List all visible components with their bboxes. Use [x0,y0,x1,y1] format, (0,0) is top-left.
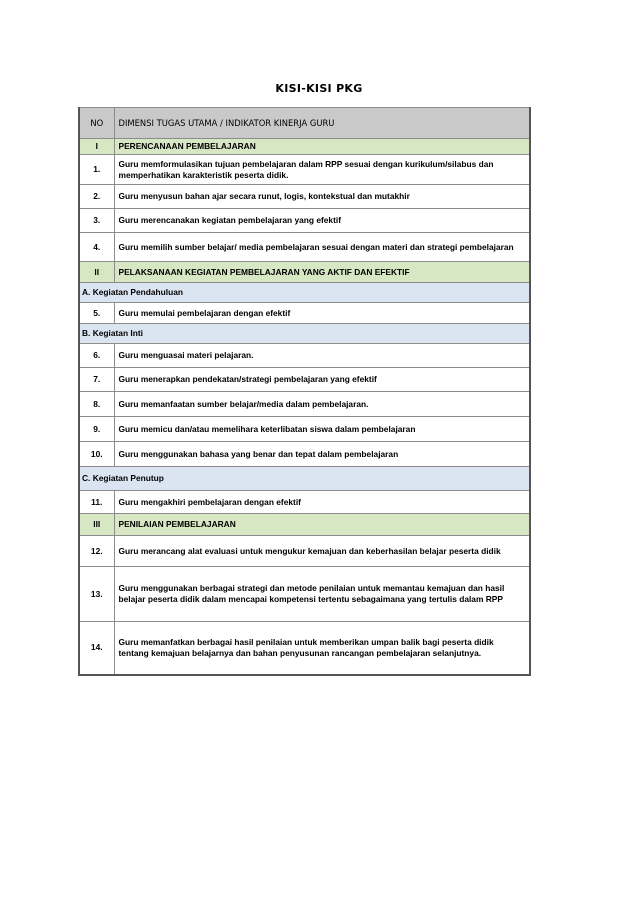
item-no: 12. [79,536,114,567]
section-no: III [79,514,114,536]
table-row [79,344,530,368]
section-row [79,514,530,536]
table-row [79,155,530,185]
item-text: Guru menyusun bahan ajar secara runut, logis, kontekstual dan mutakhir [114,185,530,209]
item-no: 1. [79,155,114,185]
item-no: 3. [79,209,114,233]
section-label: PERENCANAAN PEMBELAJARAN [114,139,530,155]
item-no: 14. [79,622,114,675]
item-text: Guru memanfaatan sumber belajar/media dalam pembelajaran. [114,392,530,417]
item-no: 9. [79,417,114,442]
subsection-label: A. Kegiatan Pendahuluan [79,283,530,303]
item-no: 7. [79,368,114,392]
item-text: Guru mengakhiri pembelajaran dengan efektif [114,491,530,514]
item-no: 10. [79,442,114,467]
item-text: Guru memanfatkan berbagai hasil penilaian untuk memberikan umpan balik bagi peserta didik tentang kemajuan belajarnya dan bahan penyusunan rancangan pembelajaran selanjutnya. [114,622,530,675]
item-text: Guru menerapkan pendekatan/strategi pembelajaran yang efektif [114,368,530,392]
item-text: Guru merencanakan kegiatan pembelajaran yang efektif [114,209,530,233]
table-row [79,622,530,675]
item-no: 6. [79,344,114,368]
kisi-table [78,107,531,676]
section-label: PELAKSANAAN KEGIATAN PEMBELAJARAN YANG AKTIF DAN EFEKTIF [114,262,530,283]
item-text: Guru memilih sumber belajar/ media pembelajaran sesuai dengan materi dan strategi pembelajaran [114,233,530,262]
section-row [79,139,530,155]
table-row [79,491,530,514]
item-no: 11. [79,491,114,514]
table-row [79,442,530,467]
item-no: 4. [79,233,114,262]
item-text: Guru menggunakan berbagai strategi dan metode penilaian untuk memantau kemajuan dan hasil belajar peserta didik dalam mencapai kompetensi tertentu sebagaimana yang tertulis dalam RPP [114,567,530,622]
subsection-label: C. Kegiatan Penutup [79,467,530,491]
table-row [79,303,530,324]
page-title: KISI-KISI PKG [275,82,363,95]
item-text: Guru memulai pembelajaran dengan efektif [114,303,530,324]
section-row [79,262,530,283]
item-text: Guru menggunakan bahasa yang benar dan tepat dalam pembelajaran [114,442,530,467]
header-row [79,108,530,139]
header-no: NO [79,108,114,139]
item-text: Guru menguasai materi pelajaran. [114,344,530,368]
item-no: 8. [79,392,114,417]
section-no: II [79,262,114,283]
item-text: Guru memicu dan/atau memelihara keterlibatan siswa dalam pembelajaran [114,417,530,442]
table-row [79,567,530,622]
subsection-row [79,283,530,303]
table-row [79,392,530,417]
item-no: 13. [79,567,114,622]
header-dimension: DIMENSI TUGAS UTAMA / INDIKATOR KINERJA GURU [114,108,530,139]
item-no: 2. [79,185,114,209]
table-row [79,209,530,233]
subsection-row [79,324,530,344]
table-row [79,368,530,392]
section-no: I [79,139,114,155]
item-text: Guru merancang alat evaluasi untuk mengukur kemajuan dan keberhasilan belajar peserta didik [114,536,530,567]
subsection-label: B. Kegiatan Inti [79,324,530,344]
table-row [79,233,530,262]
table-row [79,417,530,442]
item-no: 5. [79,303,114,324]
table-row [79,185,530,209]
item-text: Guru memformulasikan tujuan pembelajaran dalam RPP sesuai dengan kurikulum/silabus dan memperhatikan karakteristik peserta didik. [114,155,530,185]
table-row [79,536,530,567]
subsection-row [79,467,530,491]
section-label: PENILAIAN PEMBELAJARAN [114,514,530,536]
